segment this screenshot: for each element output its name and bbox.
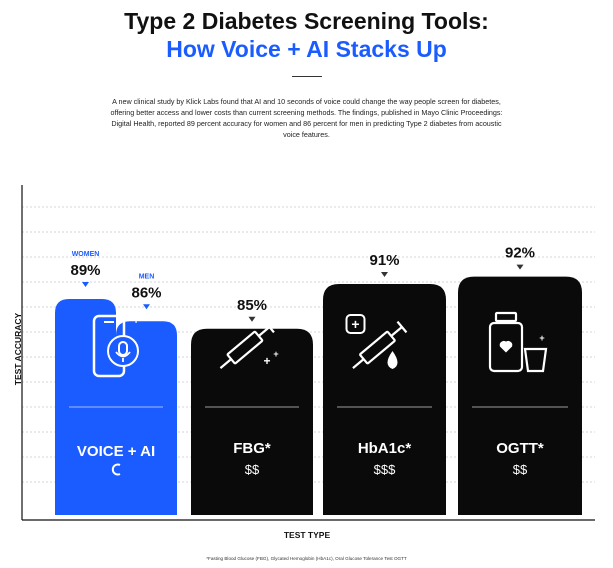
category-label: HbA1c* [357,440,412,457]
bar-chart [0,175,613,525]
value-arrow [381,272,388,277]
category-label: FBG* [233,440,271,457]
bar-2 [323,284,446,515]
subbar-group-label: MEN [138,273,155,281]
bar-value-label: 85% [236,296,268,314]
cost-label: $$ [512,462,528,477]
bar-value-label: 92% [504,244,536,262]
value-arrow [82,282,89,287]
bar-3 [458,277,582,515]
sparkle-icon: + [273,349,279,359]
bar-1 [191,329,313,515]
value-arrow [143,304,150,309]
bar-value-label: 89% [70,261,101,279]
title-divider [292,76,322,77]
y-axis-title: TEST ACCURACY [13,312,23,386]
sparkle-icon: + [133,316,139,327]
intro-paragraph: A new clinical study by Klick Labs found that AI and 10 seconds of voice could change the way people screen for diabetes, offering better access and lower costs than current screening methods. The findings, published in Mayo Clinic Proceedings: Digital Health, reported 89 percent accuracy for women and 86 percent for men in predicting Type 2 diabetes from acoustic voice features. [110,97,503,139]
value-arrow [249,317,256,322]
sparkle-icon: + [263,354,271,368]
medical-cross-icon: + [351,316,360,332]
bar-value-label: 86% [131,284,162,302]
category-label: OGTT* [496,440,544,457]
x-axis-title: TEST TYPE [283,530,331,540]
cost-label: $$$ [373,462,396,477]
category-label: VOICE + AI [76,443,156,460]
sparkle-icon: + [539,333,545,343]
value-arrow [517,265,524,270]
subbar-group-label: WOMEN [71,250,100,258]
title-line-1: Type 2 Diabetes Screening Tools: [124,8,489,34]
footnote: *Fasting Blood Glucose (FBG), Glycated Hemoglobin (HbA1c), Oral Glucose Tolerance Test OGTT [206,556,407,561]
cost-label: $$ [244,462,260,477]
title-line-2: How Voice + AI Stacks Up [166,36,447,62]
bar-value-label: 91% [369,252,400,270]
